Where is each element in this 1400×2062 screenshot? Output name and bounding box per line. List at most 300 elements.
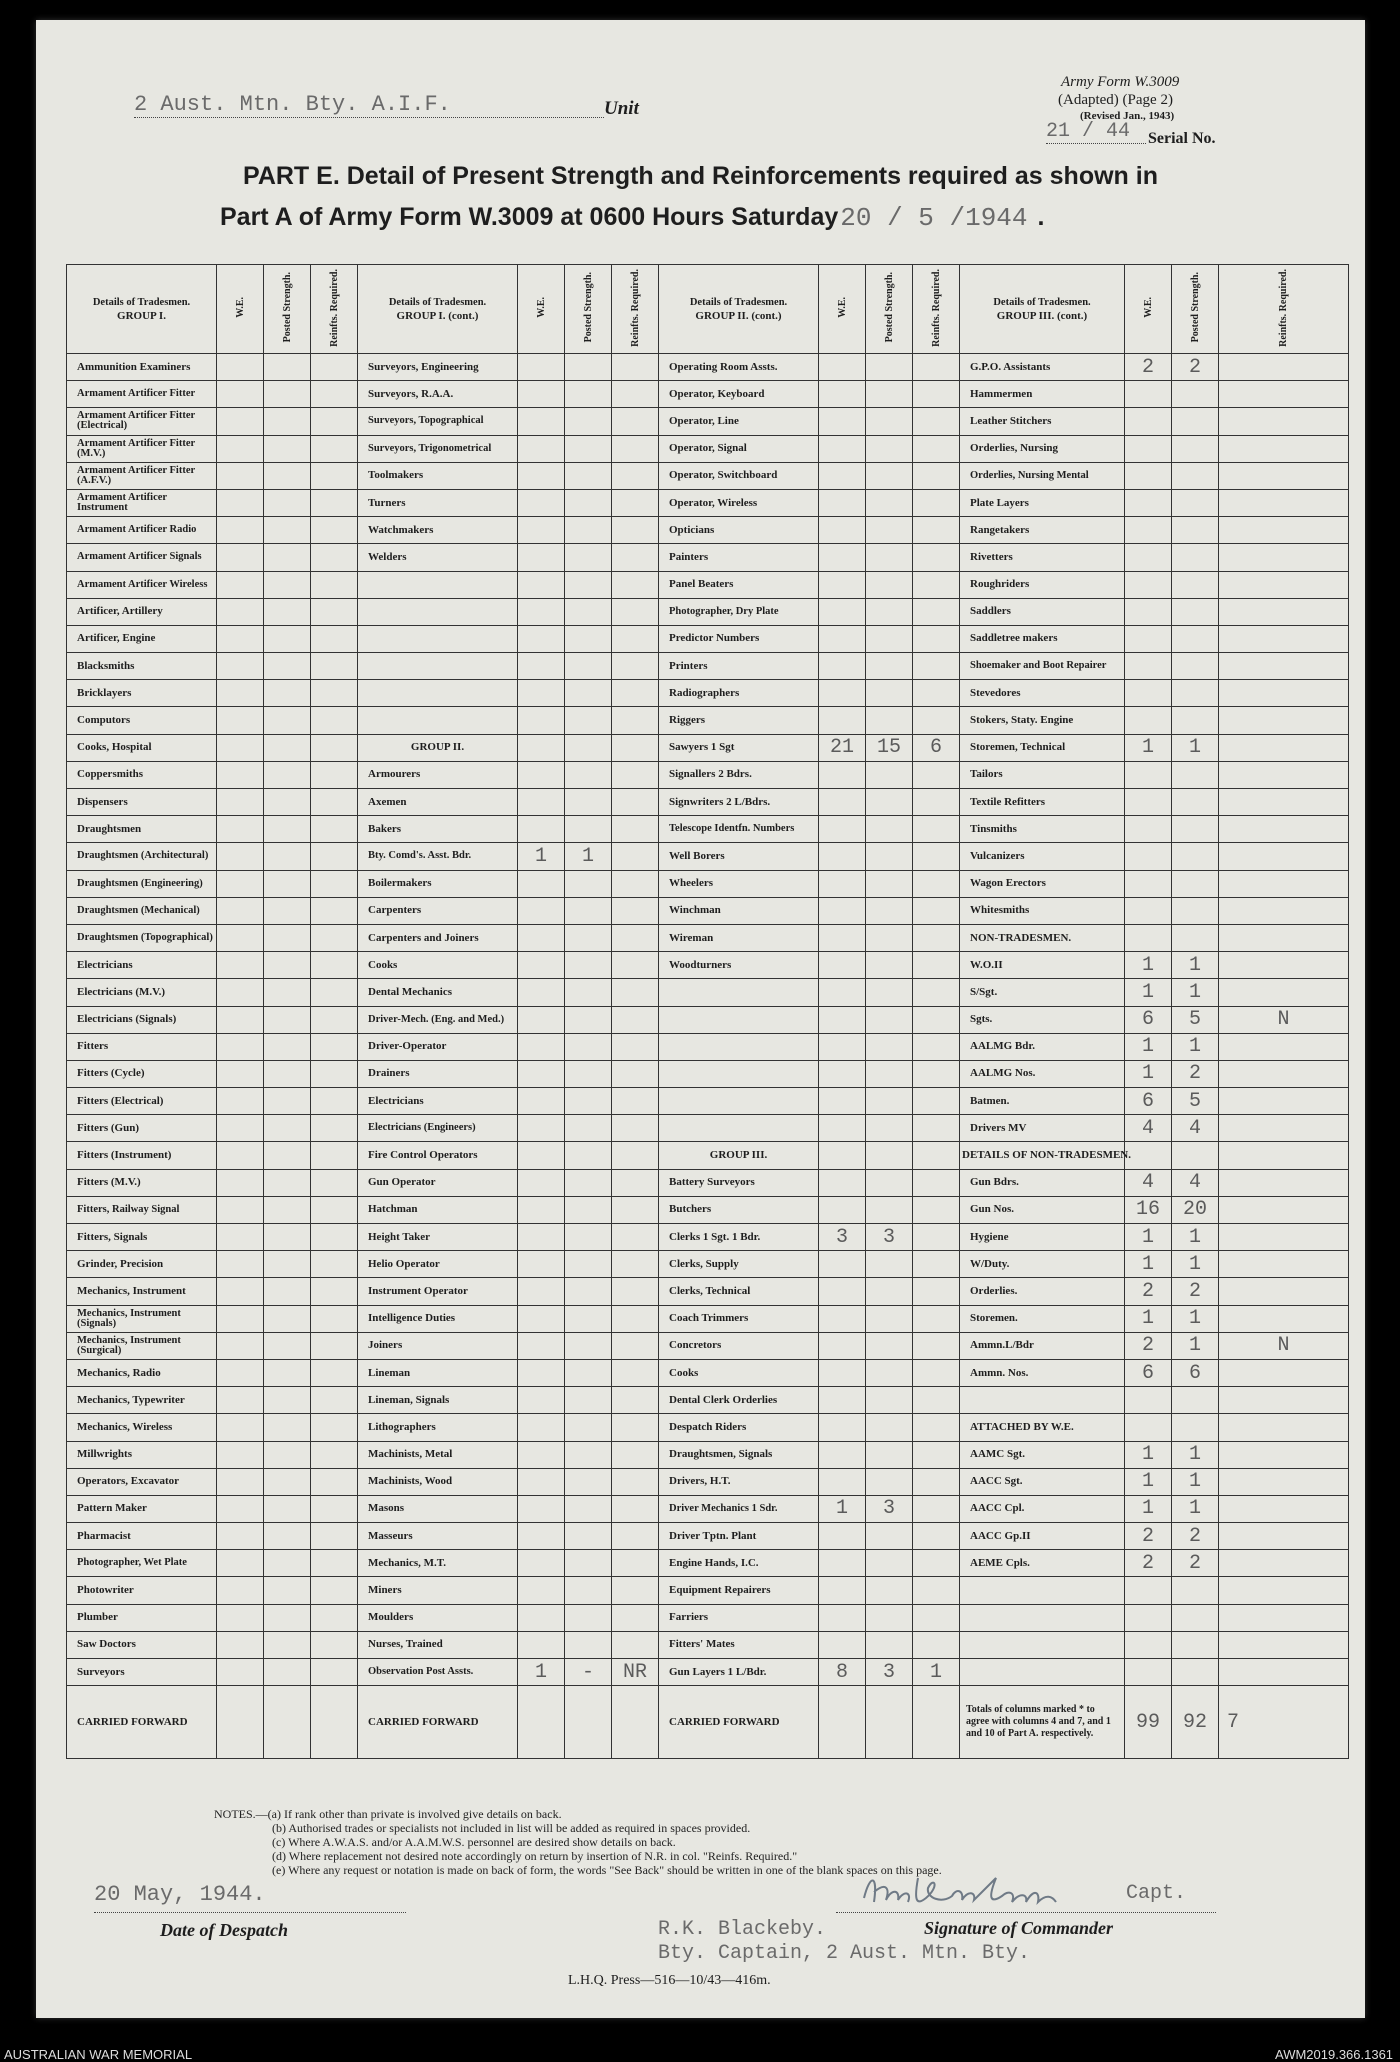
trade-label <box>358 354 518 381</box>
trade-label-text: Cooks, Hospital <box>77 741 152 754</box>
trade-label-text: Lithographers <box>368 1420 436 1433</box>
strength-table <box>66 264 1349 1759</box>
trade-label <box>659 1196 819 1223</box>
cf-cell <box>518 1686 565 1759</box>
group-header-4 <box>960 265 1125 354</box>
trade-label <box>358 1332 518 1359</box>
we-value <box>518 952 565 979</box>
posted-value: 5 <box>1172 1088 1219 1115</box>
trade-label-text: Fitters (Electrical) <box>77 1094 164 1107</box>
trade-label <box>67 1359 217 1386</box>
trade-label <box>960 1631 1125 1658</box>
we-value <box>819 544 866 571</box>
posted-value <box>866 870 913 897</box>
we-value <box>518 1604 565 1631</box>
we-value <box>819 897 866 924</box>
posted-value <box>264 707 311 734</box>
trade-label <box>960 761 1125 788</box>
trade-label-text: Hygiene <box>970 1230 1009 1243</box>
trade-label <box>67 1088 217 1115</box>
table-row <box>67 952 1349 979</box>
title-date: 20 / 5 /1944 <box>840 203 1028 233</box>
reinfts-value <box>1219 843 1349 870</box>
trade-label-text: Draughtsmen <box>77 822 142 835</box>
reinfts-value <box>913 680 960 707</box>
posted-value <box>866 653 913 680</box>
we-value <box>217 707 264 734</box>
we-value <box>217 1169 264 1196</box>
we-value <box>819 517 866 544</box>
reinfts-value <box>913 653 960 680</box>
trade-label <box>659 897 819 924</box>
trade-label-text: Butchers <box>669 1203 712 1216</box>
table-row <box>67 1631 1349 1658</box>
we-value <box>819 408 866 435</box>
reinfts-value <box>311 1196 358 1223</box>
reinfts-value <box>1219 1115 1349 1142</box>
posted-value <box>264 653 311 680</box>
note-b: (b) Authorised trades or specialists not included in list will be added as required in spaces provided. <box>272 1821 751 1835</box>
table-row <box>67 517 1349 544</box>
trade-label-text: Rivetters <box>970 550 1013 563</box>
trade-label-text: Toolmakers <box>368 469 424 482</box>
trade-label <box>67 680 217 707</box>
reinfts-value <box>311 1414 358 1441</box>
reinfts-value <box>1219 897 1349 924</box>
posted-value <box>1172 598 1219 625</box>
we-value <box>819 1142 866 1169</box>
we-value <box>819 816 866 843</box>
posted-value <box>1172 761 1219 788</box>
cf-cell <box>819 1686 866 1759</box>
posted-value: 2 <box>1172 1523 1219 1550</box>
we-value <box>518 1577 565 1604</box>
posted-value <box>264 1224 311 1251</box>
we-value <box>518 354 565 381</box>
reinfts-value <box>913 1006 960 1033</box>
col-header-text: Reinfts. Required. <box>328 268 340 347</box>
we-value <box>217 544 264 571</box>
trade-label-text: W.O.II <box>970 958 1003 971</box>
posted-value <box>1172 462 1219 489</box>
posted-value <box>565 653 612 680</box>
trade-label-text: Masons <box>368 1502 405 1515</box>
reinfts-value <box>311 1387 358 1414</box>
col-header-text: W.E. <box>1142 297 1154 318</box>
trade-label <box>67 435 217 462</box>
trade-label-text: Ammn.L/Bdr <box>970 1339 1034 1352</box>
trade-label <box>659 1604 819 1631</box>
we-value <box>518 1142 565 1169</box>
trade-label <box>67 1604 217 1631</box>
trade-label <box>960 1006 1125 1033</box>
we-value <box>1125 761 1172 788</box>
we-value: 6 <box>1125 1088 1172 1115</box>
reinfts-value <box>913 625 960 652</box>
reinfts-value <box>913 1196 960 1223</box>
we-value <box>217 1468 264 1495</box>
we-value <box>217 1550 264 1577</box>
trade-label <box>358 1278 518 1305</box>
trade-label <box>358 1550 518 1577</box>
reinfts-value <box>311 489 358 516</box>
posted-value <box>565 979 612 1006</box>
we-value <box>518 489 565 516</box>
reinfts-value <box>913 489 960 516</box>
trade-label-text: Painters <box>669 550 709 563</box>
posted-value <box>866 761 913 788</box>
trade-label-text: Printers <box>669 659 708 672</box>
reinfts-value <box>913 897 960 924</box>
we-value: 4 <box>1125 1169 1172 1196</box>
trade-label-text: Gun Operator <box>368 1176 436 1189</box>
reinfts-value <box>913 816 960 843</box>
trade-label <box>67 1550 217 1577</box>
reinfts-value <box>913 1631 960 1658</box>
unit-label: Unit <box>604 98 639 119</box>
posted-value <box>264 489 311 516</box>
we-value <box>819 1196 866 1223</box>
table-row <box>67 789 1349 816</box>
we-value: 6 <box>1125 1006 1172 1033</box>
posted-value <box>1172 1631 1219 1658</box>
trade-label <box>960 1468 1125 1495</box>
trade-label-text: GROUP III. <box>709 1149 768 1162</box>
table-row <box>67 1196 1349 1223</box>
trade-label <box>659 1278 819 1305</box>
posted-value <box>264 598 311 625</box>
posted-value <box>1172 870 1219 897</box>
reinfts-value <box>311 1278 358 1305</box>
reinfts-value <box>311 1523 358 1550</box>
reinfts-value <box>612 1414 659 1441</box>
trade-label-text: Turners <box>368 496 406 509</box>
posted-value <box>565 1468 612 1495</box>
trade-label <box>960 707 1125 734</box>
we-value <box>1125 625 1172 652</box>
reinfts-value <box>913 1033 960 1060</box>
we-value: 1 <box>1125 1495 1172 1522</box>
reinfts-value <box>913 1359 960 1386</box>
posted-value <box>866 952 913 979</box>
reinfts-value <box>1219 653 1349 680</box>
table-row <box>67 1604 1349 1631</box>
trade-label <box>659 952 819 979</box>
we-value: 1 <box>518 1659 565 1686</box>
posted-value <box>866 489 913 516</box>
trade-label-text: Armament Artificer Fitter (M.V.) <box>77 437 195 459</box>
trade-label <box>960 544 1125 571</box>
posted-value <box>866 1387 913 1414</box>
we-value <box>518 897 565 924</box>
cf-cell <box>565 1686 612 1759</box>
posted-value <box>866 1169 913 1196</box>
posted-value <box>565 1332 612 1359</box>
posted-value <box>866 897 913 924</box>
posted-value <box>264 408 311 435</box>
we-value <box>217 653 264 680</box>
trade-label <box>659 381 819 408</box>
reinfts-value <box>612 1468 659 1495</box>
group-title: GROUP III. (cont.) <box>996 310 1088 322</box>
trade-label <box>67 1115 217 1142</box>
reinfts-value <box>311 625 358 652</box>
trade-label <box>67 1305 217 1332</box>
trade-label-text: S/Sgt. <box>970 985 998 998</box>
posted-value: 4 <box>1172 1115 1219 1142</box>
trade-label-text: Gun Nos. <box>970 1203 1015 1216</box>
trade-label <box>659 1224 819 1251</box>
reinfts-value <box>913 354 960 381</box>
we-value <box>217 1088 264 1115</box>
posted-value <box>1172 680 1219 707</box>
trade-label <box>358 1659 518 1686</box>
we-value <box>819 1115 866 1142</box>
reinfts-value <box>311 517 358 544</box>
note-intro: NOTES.—(a) If rank other than private is involved give details on back. <box>214 1807 562 1821</box>
reinfts-value <box>612 1604 659 1631</box>
trade-label <box>960 924 1125 951</box>
reinfts-value <box>612 1251 659 1278</box>
carried-forward-row <box>67 1686 1349 1759</box>
reinfts-value <box>913 462 960 489</box>
commander-name: R.K. Blackeby. <box>658 1918 827 1941</box>
we-value: 1 <box>1125 979 1172 1006</box>
posted-value <box>1172 924 1219 951</box>
reinfts-value <box>311 1006 358 1033</box>
we-value <box>819 1577 866 1604</box>
posted-value <box>565 462 612 489</box>
reinfts-value <box>612 843 659 870</box>
we-value <box>819 489 866 516</box>
trade-label <box>659 1359 819 1386</box>
trade-label-text: Fitters (Cycle) <box>77 1067 145 1080</box>
we-value: 2 <box>1125 1550 1172 1577</box>
reinfts-value <box>913 843 960 870</box>
table-row <box>67 734 1349 761</box>
trade-label <box>67 1659 217 1686</box>
trade-label-text: Tailors <box>970 768 1003 781</box>
reinfts-value <box>612 897 659 924</box>
we-value <box>819 843 866 870</box>
posted-value: 1 <box>1172 979 1219 1006</box>
reinfts-value <box>913 1251 960 1278</box>
we-value <box>518 1495 565 1522</box>
trade-label-text: Armament Artificer Instrument <box>77 492 167 514</box>
posted-value <box>264 1523 311 1550</box>
trade-label-text: Vulcanizers <box>970 849 1025 862</box>
table-header-row <box>67 265 1349 354</box>
table-row <box>67 870 1349 897</box>
total-reinfts: 7 <box>1219 1686 1349 1759</box>
reinfts-value <box>311 952 358 979</box>
trade-label-text: Height Taker <box>368 1230 431 1243</box>
we-value <box>819 381 866 408</box>
we-value <box>518 734 565 761</box>
posted-value: 1 <box>1172 952 1219 979</box>
posted-value <box>565 625 612 652</box>
posted-value <box>866 381 913 408</box>
reinfts-value <box>612 1577 659 1604</box>
col-header-text: W.E. <box>836 297 848 318</box>
posted-value <box>866 625 913 652</box>
we-value <box>1125 1387 1172 1414</box>
trade-label <box>659 1631 819 1658</box>
posted-value <box>866 1088 913 1115</box>
we-value <box>217 870 264 897</box>
table-row <box>67 707 1349 734</box>
reinfts-value <box>913 952 960 979</box>
trade-label-text: Fitters' Mates <box>669 1638 735 1651</box>
posted-value <box>565 1359 612 1386</box>
trade-label <box>659 1550 819 1577</box>
reinfts-value <box>1219 1033 1349 1060</box>
table-body <box>67 354 1349 1686</box>
trade-label <box>659 1495 819 1522</box>
trade-label-text: Coppersmiths <box>77 768 144 781</box>
posted-value <box>264 1196 311 1223</box>
trade-label-text: Surveyors, Topographical <box>368 415 484 427</box>
reinfts-value <box>913 408 960 435</box>
we-value <box>1125 544 1172 571</box>
posted-value <box>565 354 612 381</box>
trade-label <box>67 761 217 788</box>
reinfts-value <box>311 1115 358 1142</box>
we-value <box>1125 1142 1172 1169</box>
trade-label <box>960 979 1125 1006</box>
trade-label-text: Despatch Riders <box>669 1420 747 1433</box>
we-value <box>819 761 866 788</box>
reinfts-value <box>612 1631 659 1658</box>
we-value: 2 <box>1125 354 1172 381</box>
reinfts-value <box>311 1495 358 1522</box>
posted-value <box>866 1332 913 1359</box>
posted-value <box>264 952 311 979</box>
carried-forward-3: CARRIED FORWARD <box>659 1686 819 1759</box>
col-header-we <box>518 265 565 354</box>
reinfts-value <box>612 1060 659 1087</box>
trade-label-text: Carpenters and Joiners <box>368 931 479 944</box>
we-value <box>217 1577 264 1604</box>
trade-label <box>67 843 217 870</box>
trade-label-text: Draughtsmen (Engineering) <box>77 877 203 889</box>
form-revised: (Revised Jan., 1943) <box>1080 110 1175 122</box>
posted-value <box>264 1441 311 1468</box>
trade-label-text: Driver Tptn. Plant <box>669 1529 757 1542</box>
trade-label <box>358 544 518 571</box>
trade-label-text: Blacksmiths <box>77 659 135 672</box>
trade-label-text: Armament Artificer Wireless <box>77 578 208 590</box>
trade-label <box>358 1523 518 1550</box>
trade-label-text: Mechanics, M.T. <box>368 1556 447 1569</box>
posted-value <box>1172 625 1219 652</box>
we-value: 1 <box>1125 952 1172 979</box>
reinfts-value <box>1219 1468 1349 1495</box>
trade-label <box>67 408 217 435</box>
posted-value <box>565 924 612 951</box>
reinfts-value <box>1219 544 1349 571</box>
we-value <box>217 517 264 544</box>
posted-value <box>1172 1414 1219 1441</box>
posted-value: 1 <box>1172 1305 1219 1332</box>
posted-value <box>565 1495 612 1522</box>
we-value <box>1125 435 1172 462</box>
posted-value <box>565 1577 612 1604</box>
we-value <box>819 354 866 381</box>
trade-label-text: Armament Artificer Fitter (Electrical) <box>77 410 195 432</box>
trade-label-text: Surveyors, R.A.A. <box>368 387 454 400</box>
details-heading: Details of Tradesmen. <box>388 297 487 308</box>
reinfts-value <box>1219 435 1349 462</box>
trade-label <box>67 789 217 816</box>
trade-label <box>67 1631 217 1658</box>
trade-label-text: Concretors <box>669 1339 722 1352</box>
trade-label-text: Tinsmiths <box>970 822 1017 835</box>
trade-label-text: Rangetakers <box>970 523 1030 536</box>
reinfts-value <box>913 381 960 408</box>
reinfts-value <box>311 897 358 924</box>
trade-label <box>67 1332 217 1359</box>
table-row <box>67 1060 1349 1087</box>
we-value <box>518 1523 565 1550</box>
trade-label <box>67 462 217 489</box>
reinfts-value <box>311 761 358 788</box>
we-value <box>1125 653 1172 680</box>
posted-value: 1 <box>1172 1468 1219 1495</box>
trade-label-text: Dispensers <box>77 795 128 808</box>
trade-label <box>960 408 1125 435</box>
posted-value <box>264 1033 311 1060</box>
we-value: 1 <box>819 1495 866 1522</box>
trade-label-text: Miners <box>368 1584 402 1597</box>
posted-value <box>264 1387 311 1414</box>
posted-value <box>866 1196 913 1223</box>
trade-label-text: Observation Post Assts. <box>368 1666 474 1678</box>
we-value <box>217 1224 264 1251</box>
posted-value <box>264 1088 311 1115</box>
posted-value <box>264 1604 311 1631</box>
we-value <box>1125 598 1172 625</box>
trade-label-text: NON-TRADESMEN. <box>970 931 1072 944</box>
we-value <box>819 952 866 979</box>
posted-value: 20 <box>1172 1196 1219 1223</box>
trade-label <box>659 1577 819 1604</box>
trade-label-text: Plate Layers <box>970 496 1029 509</box>
trade-label <box>67 1251 217 1278</box>
trade-label-text: Storemen, Technical <box>970 741 1066 754</box>
we-value <box>217 1441 264 1468</box>
trade-label-text: Moulders <box>368 1611 414 1624</box>
we-value: 1 <box>1125 1251 1172 1278</box>
we-value <box>518 571 565 598</box>
trade-label-text: Saddlers <box>970 605 1011 618</box>
we-value <box>217 1033 264 1060</box>
reinfts-value <box>612 870 659 897</box>
we-value <box>819 1033 866 1060</box>
trade-label-text: Joiners <box>368 1339 403 1352</box>
reinfts-value <box>612 680 659 707</box>
we-value <box>518 1387 565 1414</box>
reinfts-value <box>913 870 960 897</box>
reinfts-value <box>1219 571 1349 598</box>
trade-label <box>659 408 819 435</box>
trade-label-text: Drainers <box>368 1067 410 1080</box>
trade-label <box>960 734 1125 761</box>
trade-label-text: Signallers 2 Bdrs. <box>669 768 752 781</box>
we-value <box>518 1278 565 1305</box>
trade-label <box>358 952 518 979</box>
reinfts-value <box>612 1550 659 1577</box>
